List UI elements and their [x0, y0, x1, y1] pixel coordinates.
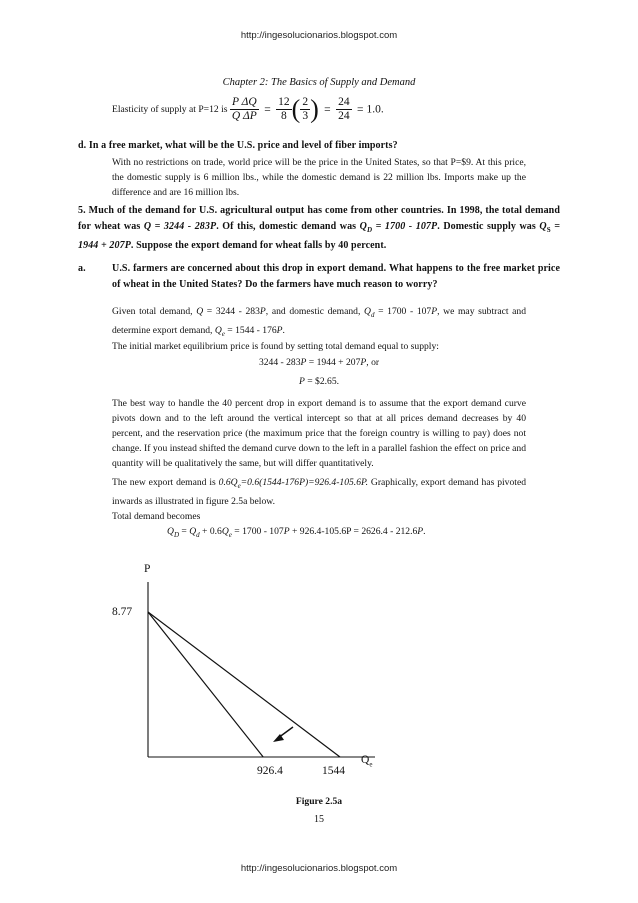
part-a-para-1: Given total demand, Q = 3244 - 283P, and domestic demand, $Q_d = 1700 - 107P$, we may subtract and determine export demand, $Q_e = 1544 - 176P$. [112, 306, 526, 338]
y-intercept-label: 8.77 [112, 606, 133, 618]
part-a-para-4: The new export demand is $0.6Q_e=0.6(1544-176P)=926.4-105.6P$. Graphically, export demand has pivoted inwards as illustrated in figure 2.5a below. [112, 477, 526, 507]
total-demand-equation: $Q_D = Q_d + 0.6Q_e = 1700 - 107P + 926.4-105.6P = 2626.4 - 212.6P$. [167, 526, 426, 539]
equilibrium-equation-1: 3244 - 283P = 1944 + 207P, or [258, 357, 380, 368]
elasticity-fraction-3: $\frac{2}{3}$ [302, 96, 309, 122]
original-export-demand-line [148, 612, 340, 757]
page-number: 15 [314, 814, 324, 825]
elasticity-line: Elasticity of supply at P=12 is $\frac{\text{P ΔQ}}{\text{Q ΔP}}$ = $\frac{12}{8}$ ( $\frac{2}{3}$ ) = $\frac{24}{24}$ = 1.0. [112, 94, 384, 124]
equilibrium-equation-2: P = $2.65. [298, 376, 340, 387]
part-a-question: U.S. farmers are concerned about this drop in export demand. What happens to the free market price of wheat in the United States? Do the farmers have much reason to worry? [112, 263, 560, 290]
part-a-label: a. [78, 263, 86, 274]
new-export-demand-line [148, 612, 263, 757]
y-axis-label: P [144, 563, 151, 575]
x-tick-label-old: 1544 [322, 765, 345, 777]
elasticity-fraction-4: $\frac{24}{24}$ [338, 96, 350, 122]
footer-url[interactable]: http://ingesolucionarios.blogspot.com [240, 863, 398, 874]
problem-5-statement: 5. Much of the demand for U.S. agricultural output has come from other countries. In 1998, the total demand for wheat was Q = 3244 - 283P. Of this, domestic demand was $Q_D = 1700 - 107P$. Domestic supply was $Q_S = 1944 + 207P$. Suppose the export demand for wheat falls by 40 percent. [78, 205, 561, 251]
part-d-question: d. In a free market, what will be the U.S. price and level of fiber imports? [78, 140, 398, 151]
figure-caption: Figure 2.5a [295, 796, 343, 807]
chapter-title: Chapter 2: The Basics of Supply and Demand [222, 77, 416, 88]
x-tick-label-new: 926.4 [257, 765, 283, 777]
part-a-para-5: Total demand becomes [112, 511, 201, 522]
part-a-para-3: The best way to handle the 40 percent drop in export demand is to assume that the export demand curve pivots down and to the left around the vertical intercept so that at all prices demand decreases by 40 percent, and the reservation price (the maximum price that the foreign country is willing to pay) does not change. If you instead shifted the demand curve down to the left in a parallel fashion the effect on price and quantity will be qualitatively the same, but will differ quantitatively. [112, 398, 526, 469]
elasticity-fraction-2: $\frac{12}{8}$ [278, 96, 290, 122]
part-a-para-2: The initial market equilibrium price is found by setting total demand equal to supply: [112, 341, 439, 352]
x-axis-label: $Q_e$ [361, 754, 373, 769]
elasticity-fraction-1: $\frac{\text{P ΔQ}}{\text{Q ΔP}}$ [231, 96, 257, 122]
elasticity-result: 1.0. [366, 103, 384, 116]
elasticity-lead: Elasticity of supply at P=12 is [112, 104, 228, 115]
header-url[interactable]: http://ingesolucionarios.blogspot.com [240, 30, 398, 41]
part-d-answer: With no restrictions on trade, world price will be the price in the United States, so that P=$9. At this price, the domestic supply is 6 million lbs., while the domestic demand is 22 million lbs. Imports make up the difference and are 16 million lbs. [112, 157, 526, 198]
